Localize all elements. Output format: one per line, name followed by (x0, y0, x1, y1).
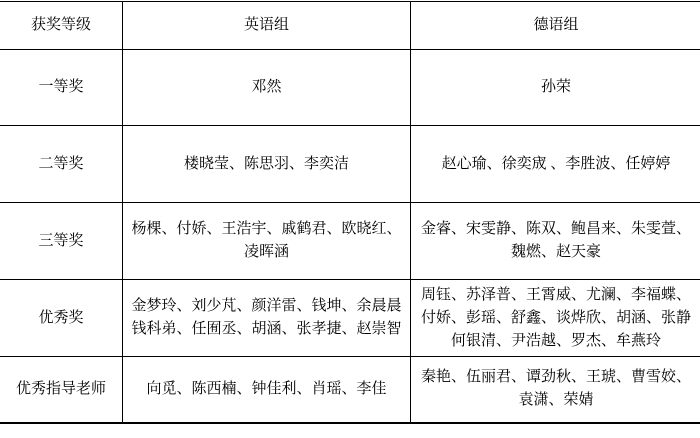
german-group-cell (411, 357, 700, 423)
header-cell-german-group: 德语组 (411, 2, 700, 50)
winner-names-line: 秦艳、伍丽君、谭劲秋、王琥、曹雪姣、 (420, 369, 691, 386)
german-group-cell (411, 203, 700, 280)
winner-names-line: 付娇、彭瑶、舒鑫、谈烨欣、胡涵、张静 (420, 309, 691, 326)
winner-names-line: 金睿、宋雯静、陈双、鲍昌来、朱雯萱、 (420, 221, 691, 237)
table-row-merit-award (0, 280, 700, 357)
award-level-cell: 一等奖 (0, 50, 123, 126)
winner-names-line: 金梦玲、刘少芃、颜洋雷、钱坤、余晨晨 (131, 298, 402, 314)
winner-names-line: 杨棵、付娇、王浩宇、戚鹤君、欧晓红、 (131, 221, 402, 237)
english-group-cell (123, 357, 411, 423)
table-row-excellent-teachers (0, 357, 700, 423)
winner-names-line: 袁潇、荣婧 (518, 392, 594, 409)
winner-names-line: 向觅、陈西楠、钟佳利、肖瑶、李佳 (146, 380, 387, 397)
english-group-cell (123, 50, 411, 126)
header-cell-award-level: 获奖等级 (0, 2, 123, 50)
header-cell-english-group: 英语组 (123, 2, 411, 50)
german-group-cell (411, 280, 700, 357)
english-group-cell (123, 280, 411, 357)
table-row-third-prize (0, 203, 700, 280)
german-group-cell (411, 126, 700, 203)
winner-names-line: 孙荣 (540, 79, 571, 95)
winner-names-line: 凌晖涵 (243, 244, 289, 260)
winner-names-line: 何银清、尹浩越、罗杰、牟燕玲 (450, 332, 661, 349)
award-level-cell: 优秀奖 (0, 280, 123, 357)
table-row-first-prize (0, 50, 700, 126)
winner-names-line: 楼晓莹、陈思羽、李奕洁 (183, 155, 349, 172)
winner-names-line: 钱科弟、任囿丞、胡涵、张孝捷、赵崇智 (131, 321, 402, 337)
winner-names-line: 魏燃、赵天豪 (510, 244, 601, 260)
award-level-cell: 二等奖 (0, 126, 123, 203)
german-group-cell (411, 50, 700, 126)
award-level-cell: 优秀指导老师 (0, 357, 123, 423)
english-group-cell (123, 126, 411, 203)
winner-names-line: 周钰、苏泽普、王霄威、尤澜、李福蝶、 (420, 286, 691, 303)
table-row-second-prize (0, 126, 700, 203)
winner-names-line: 邓然 (251, 79, 282, 95)
winner-names-line: 赵心瑜、徐奕宬 、李胜波、任婷婷 (441, 155, 671, 172)
table-header-row (0, 2, 700, 50)
english-group-cell (123, 203, 411, 280)
award-results-table (0, 1, 700, 424)
award-level-cell: 三等奖 (0, 203, 123, 280)
